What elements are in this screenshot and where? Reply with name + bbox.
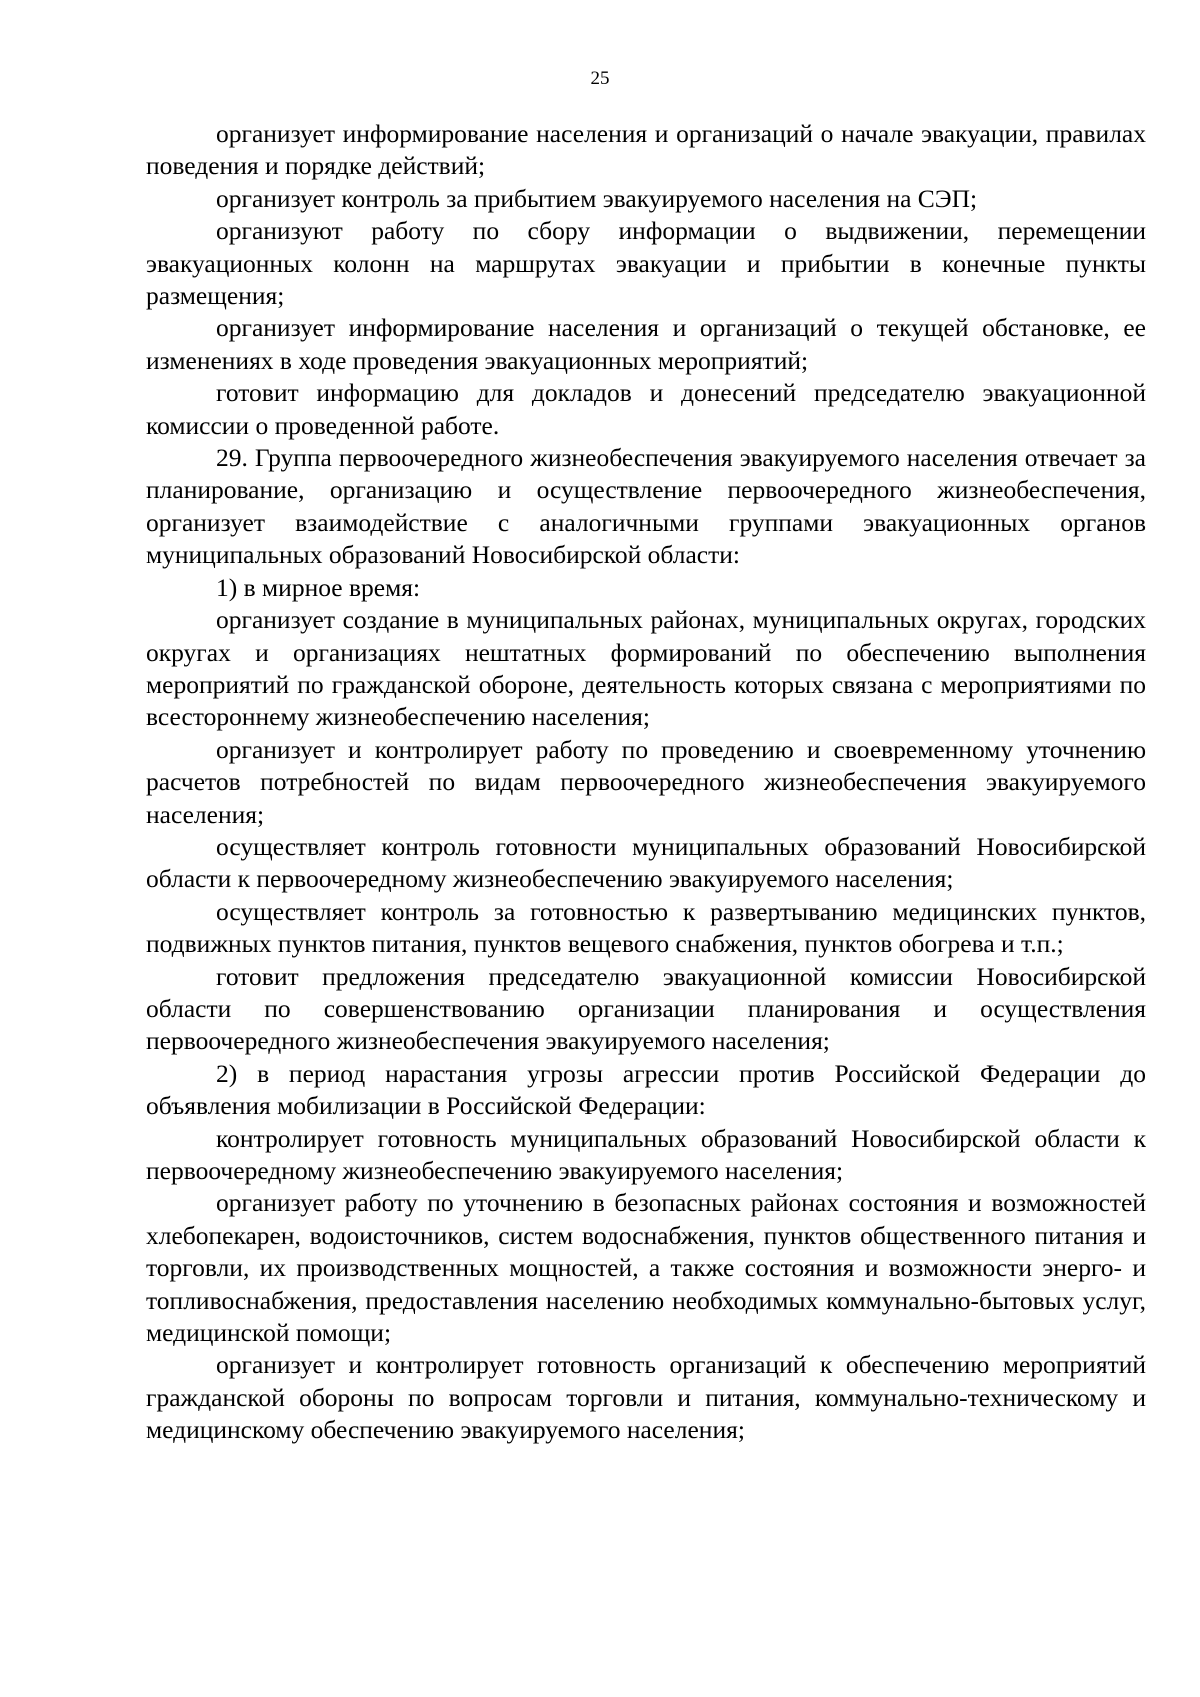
paragraph: организует создание в муниципальных районах, муниципальных округах, городских округах и организациях нештатных формирований по обеспечению выполнения мероприятий по гражданской обороне, деятельность которых связана с мероприятиями по всестороннему жизнеобеспечению населения; <box>146 605 1146 732</box>
paragraph: организуют работу по сбору информации о выдвижении, перемещении эвакуационных колонн на маршрутах эвакуации и прибытии в конечные пункты размещения; <box>146 216 1146 311</box>
page-number: 25 <box>590 68 610 89</box>
document-body <box>146 118 1146 1447</box>
paragraph: организует информирование населения и организаций о текущей обстановке, ее изменениях в ходе проведения эвакуационных мероприятий; <box>146 313 1146 375</box>
paragraph: осуществляет контроль за готовностью к развертыванию медицинских пунктов, подвижных пунктов питания, пунктов вещевого снабжения, пунктов обогрева и т.п.; <box>146 896 1146 959</box>
paragraph: организует работу по уточнению в безопасных районах состояния и возможностей хлебопекарен, водоисточников, систем водоснабжения, пунктов общественного питания и торговли, их производственных мощностей, а также состояния и возможности энерго- и топливоснабжения, предоставления населению необходимых коммунально-бытовых услуг, медицинской помощи; <box>146 1188 1146 1348</box>
paragraph: осуществляет контроль готовности муниципальных образований Новосибирской области к первоочередному жизнеобеспечению эвакуируемого населения; <box>146 831 1146 894</box>
paragraph-item-29: 29. Группа первоочередного жизнеобеспечения эвакуируемого населения отвечает за планирование, организацию и осуществление первоочередного жизнеобеспечения, организует взаимодействие с аналогичными группами эвакуационных органов муниципальных образований Новосибирской области: <box>146 443 1146 570</box>
paragraph: готовит информацию для докладов и донесений председателю эвакуационной комиссии о проведенной работе. <box>146 378 1146 440</box>
paragraph: организует и контролирует работу по проведению и своевременному уточнению расчетов потребностей по видам первоочередного жизнеобеспечения эвакуируемого населения; <box>146 734 1146 829</box>
paragraph: готовит предложения председателю эвакуационной комиссии Новосибирской области по совершенствованию организации планирования и осуществления первоочередного жизнеобеспечения эвакуируемого населения; <box>146 961 1146 1056</box>
paragraph: контролирует готовность муниципальных образований Новосибирской области к первоочередному жизнеобеспечению эвакуируемого населения; <box>146 1123 1146 1185</box>
paragraph: организует контроль за прибытием эвакуируемого населения на СЭП; <box>216 183 978 213</box>
paragraph: организует информирование населения и организаций о начале эвакуации, правилах поведения и порядке действий; <box>146 119 1146 181</box>
subsection-heading: 2) в период нарастания угрозы агрессии против Российской Федерации до объявления мобилизации в Российской Федерации: <box>146 1058 1146 1121</box>
paragraph: организует и контролирует готовность организаций к обеспечению мероприятий гражданской обороны по вопросам торговли и питания, коммунально-техническому и медицинскому обеспечению эвакуируемого населения; <box>146 1350 1146 1445</box>
subsection-heading: 1) в мирное время: <box>216 572 421 602</box>
